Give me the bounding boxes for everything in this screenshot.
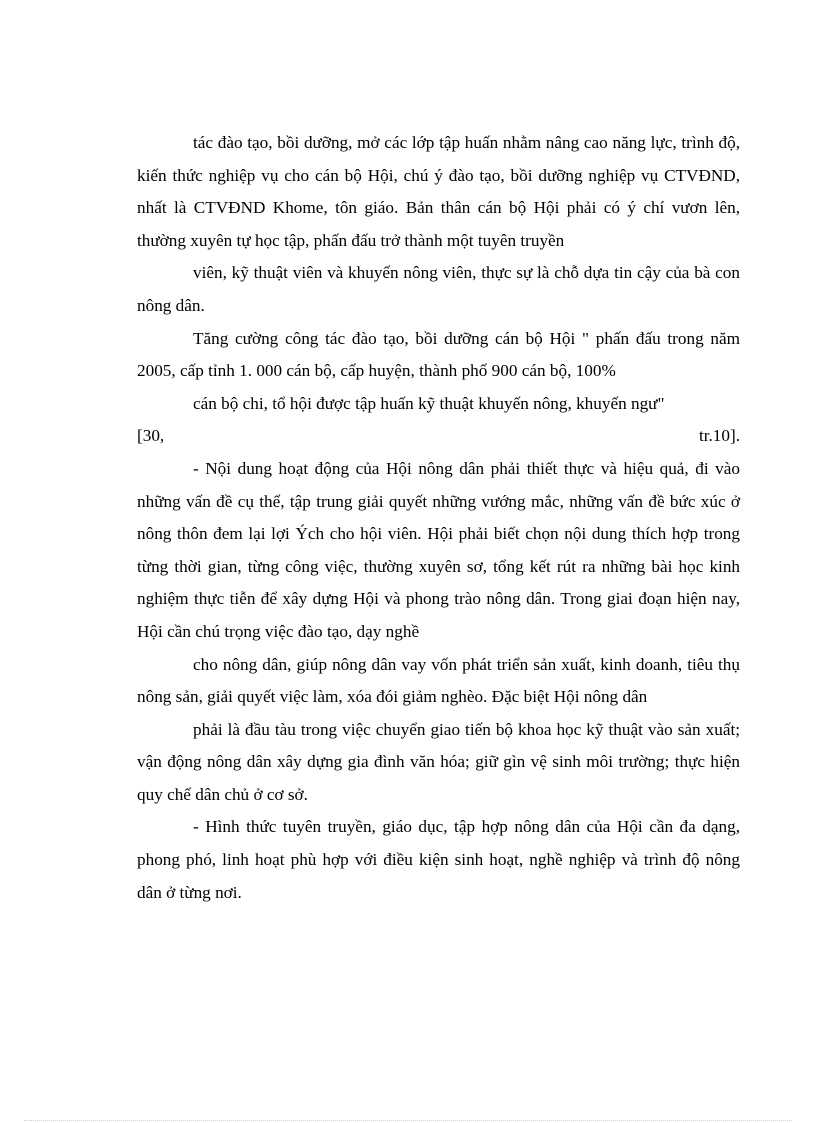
- paragraph-branch-cadres: cán bộ chi, tổ hội được tập huấn kỹ thuật khuyến nông, khuyến ngư": [193, 393, 665, 413]
- page-bottom-border: [24, 1120, 792, 1121]
- citation-right: tr.10].: [698, 426, 740, 446]
- citation-line: [137, 420, 740, 453]
- document-body: [137, 127, 740, 909]
- paragraph-support-farmers: cho nông dân, giúp nông dân vay vốn phát triển sản xuất, kinh doanh, tiêu thụ nông sản, giải quyết việc làm, xóa đói giảm nghèo. Đặc biệt Hội nông dân: [137, 654, 740, 707]
- paragraph-reliable-support: viên, kỹ thuật viên và khuyến nông viên, thực sự là chỗ dựa tin cậy của bà con nông dân.: [137, 263, 740, 315]
- citation-left: [30,: [137, 426, 165, 446]
- paragraph-activity-content: - Nội dung hoạt động của Hội nông dân phải thiết thực và hiệu quả, đi vào những vấn đề cụ thể, tập trung giải quyết những vướng mắc, những vấn đề bức xúc ở nông thôn đem lại lợi Ých cho hội viên. Hội phải biết chọn nội dung thích hợp trong từng thời gian, từng công việc, thường xuyên sơ, tổng kết rút ra những bài học kinh nghiệm thực tiễn để xây dựng Hội và phong trào nông dân. Trong giai đoạn hiện nay, Hội cần chú trọng việc đào tạo, dạy nghề: [137, 458, 740, 641]
- paragraph-propaganda-forms: - Hình thức tuyên truyền, giáo dục, tập hợp nông dân của Hội cần đa dạng, phong phó, linh hoạt phù hợp với điều kiện sinh hoạt, nghề nghiệp và trình độ nông dân ở từng nơi.: [137, 817, 740, 902]
- paragraph-strengthen-training: Tăng cường công tác đào tạo, bồi dưỡng cán bộ Hội " phấn đấu trong năm 2005, cấp tỉnh 1. 000 cán bộ, cấp huyện, thành phố 900 cán bộ, 100%: [137, 328, 740, 381]
- paragraph-technology-transfer: phải là đầu tàu trong việc chuyển giao tiến bộ khoa học kỹ thuật vào sản xuất; vận động nông dân xây dựng gia đình văn hóa; giữ gìn vệ sinh môi trường; thực hiện quy chế dân chủ ở cơ sở.: [137, 719, 740, 804]
- paragraph-training-cadres: tác đào tạo, bồi dưỡng, mở các lớp tập huấn nhằm nâng cao năng lực, trình độ, kiến thức nghiệp vụ cho cán bộ Hội, chú ý đào tạo, bồi dưỡng nghiệp vụ CTVĐND, nhất là CTVĐND Khome, tôn giáo. Bản thân cán bộ Hội phải có ý chí vươn lên, thường xuyên tự học tập, phấn đấu trở thành một tuyên truyền: [137, 133, 740, 250]
